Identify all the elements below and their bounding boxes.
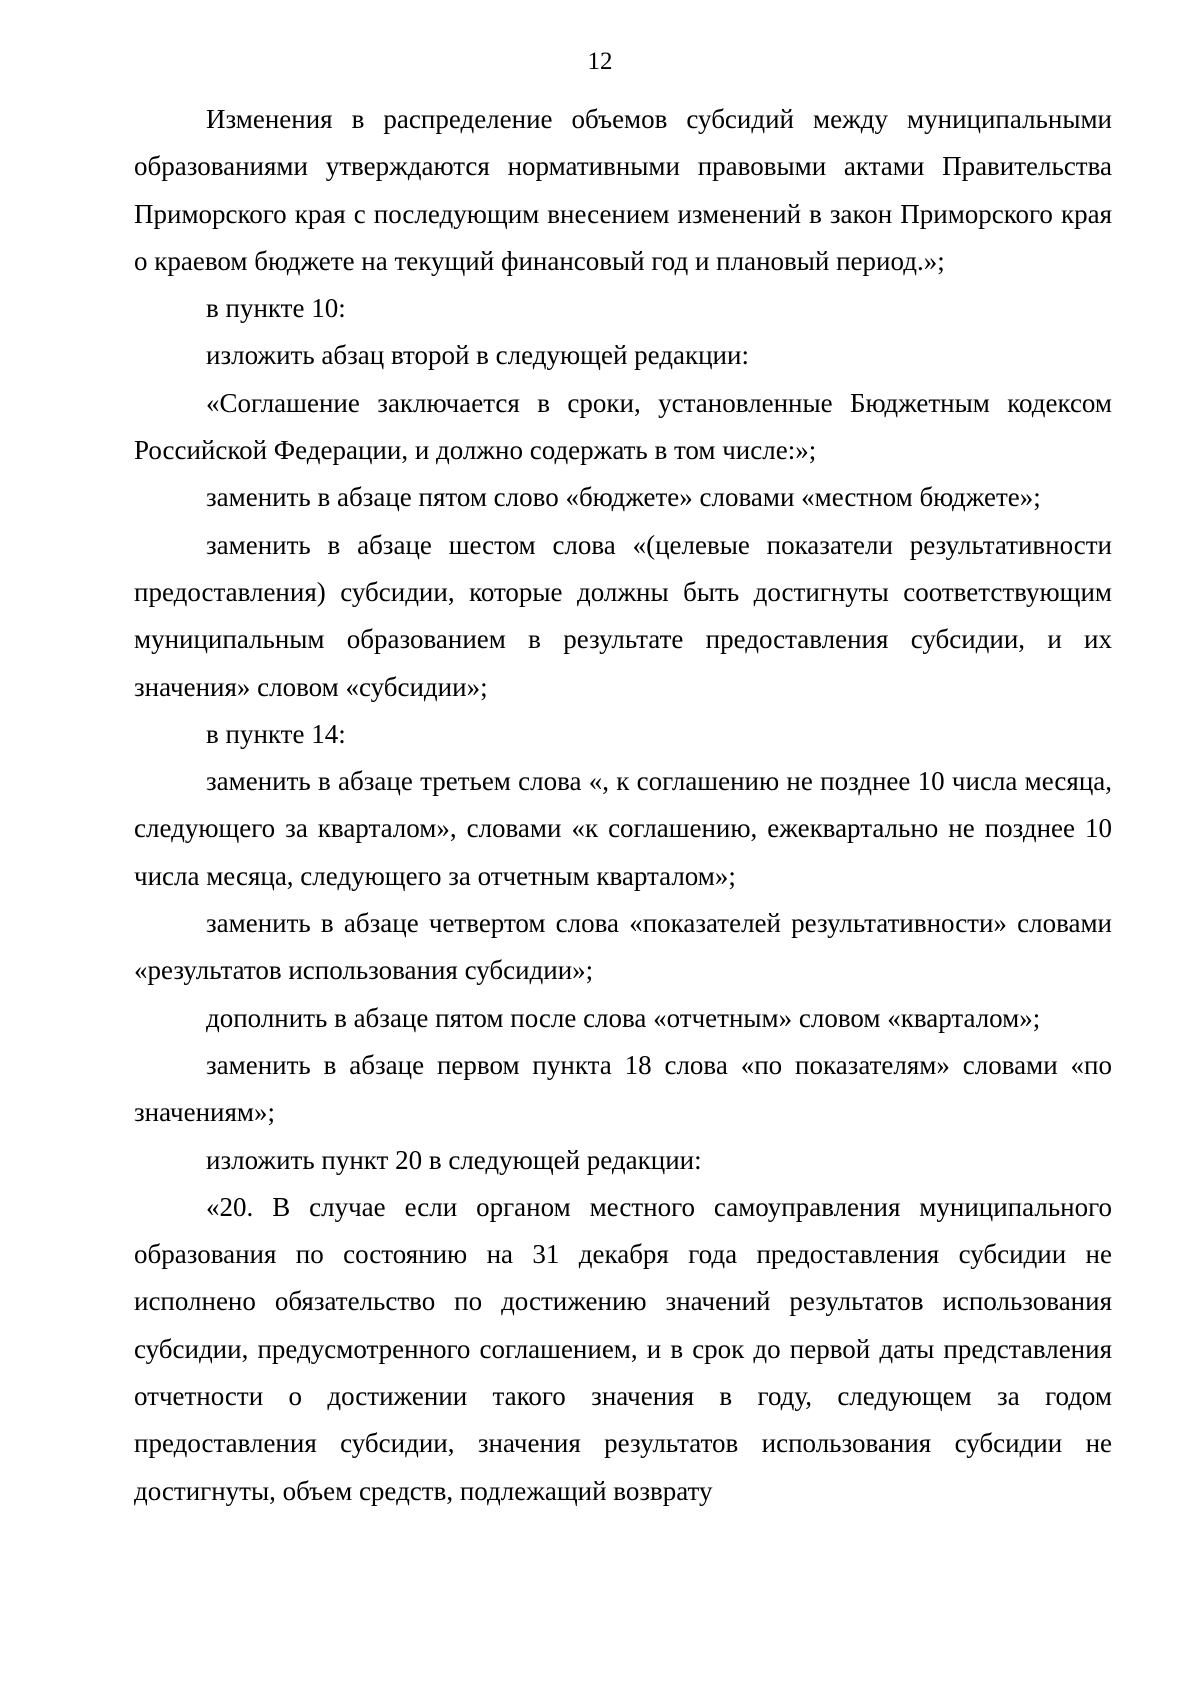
paragraph-point-18-change: заменить в абзаце первом пункта 18 слова «по показателям» словами «по значениям»;	[134, 1049, 1112, 1128]
paragraph-replace-second-abzac: изложить абзац второй в следующей редакции:	[206, 340, 749, 371]
paragraph-point-20-heading: изложить пункт 20 в следующей редакции:	[206, 1144, 702, 1175]
paragraph-point-20-text: «20. В случае если органом местного самоуправления муниципального образования по состоянию на 31 декабря года предоставления субсидии не исполнено обязательство по достижению значений результатов использования субсидии, предусмотренного соглашением, и в срок до первой даты представления отчетности о достижении такого значения в году, следующем за годом предоставления субсидии, значения результатов использования субсидии не достигнуты, объем средств, подлежащий возврату	[134, 1191, 1112, 1506]
paragraph-replace-fifth-abzac: заменить в абзаце пятом слово «бюджете» словами «местном бюджете»;	[206, 482, 1041, 513]
paragraph-replace-third-abzac: заменить в абзаце третьем слова «, к соглашению не позднее 10 числа месяца, следующего за кварталом», словами «к соглашению, ежеквартально не позднее 10 числа месяца, следующего за отчетным кварталом»;	[134, 766, 1112, 891]
paragraph-replace-sixth-abzac: заменить в абзаце шестом слова «(целевые показатели результативности предоставления) субсидии, которые должны быть достигнуты соответствующим муниципальным образованием в результате предоставления субсидии, и их значения» словом «субсидии»;	[134, 529, 1112, 702]
paragraph-supplement-fifth-abzac: дополнить в абзаце пятом после слова «отчетным» словом «кварталом»;	[206, 1002, 1041, 1033]
document-body	[134, 96, 1112, 1515]
paragraph-point-10-heading: в пункте 10:	[206, 293, 346, 324]
page-number: 12	[587, 48, 613, 75]
paragraph-agreement-terms: «Соглашение заключается в сроки, установленные Бюджетным кодексом Российской Федерации, и должно содержать в том числе:»;	[134, 387, 1112, 466]
paragraph-point-14-heading: в пункте 14:	[206, 718, 346, 749]
paragraph-subsidy-distribution: Изменения в распределение объемов субсидий между муниципальными образованиями утверждаются нормативными правовыми актами Правительства Приморского края с последующим внесением изменений в закон Приморского края о краевом бюджете на текущий финансовый год и плановый период.»;	[134, 104, 1112, 276]
paragraph-replace-fourth-abzac: заменить в абзаце четвертом слова «показателей результативности» словами «результатов использования субсидии»;	[134, 908, 1112, 986]
